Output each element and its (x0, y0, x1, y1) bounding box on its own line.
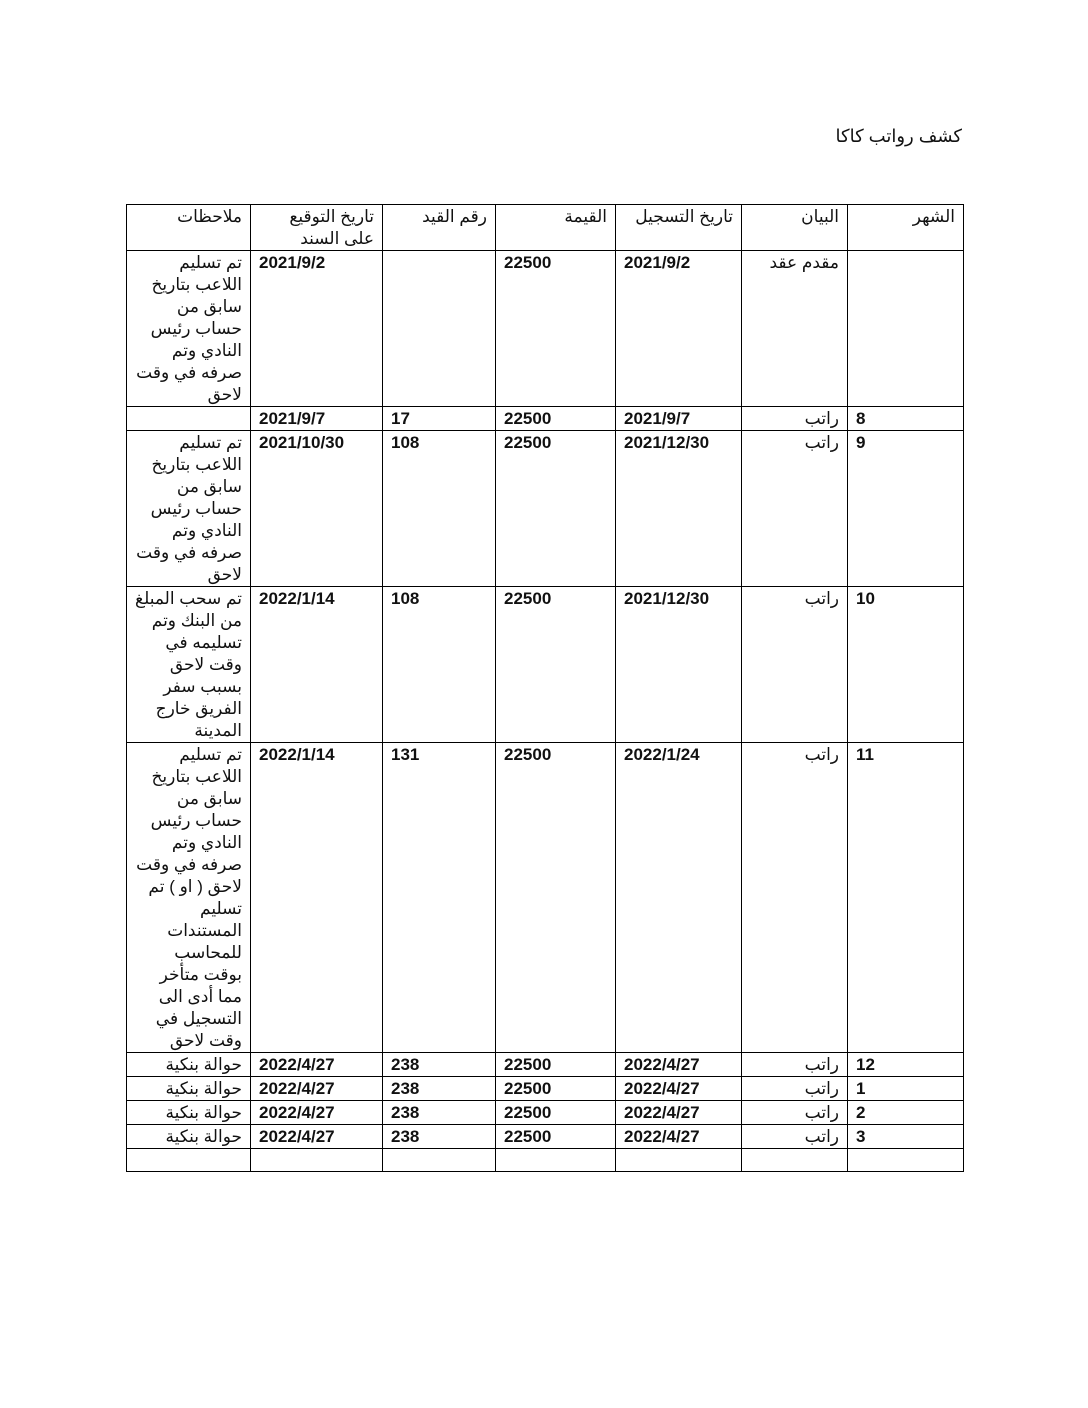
column-header-signing-date: تاريخ التوقيع على السند (251, 205, 383, 251)
entry-number-cell: 238 (383, 1053, 496, 1077)
empty-cell (616, 1149, 742, 1172)
statement-cell: راتب (742, 431, 848, 587)
header-row (127, 205, 964, 251)
amount-cell: 22500 (496, 1077, 616, 1101)
entry-number-cell: 131 (383, 743, 496, 1053)
column-header-statement: البيان (742, 205, 848, 251)
signing-date-cell: 2022/4/27 (251, 1125, 383, 1149)
notes-cell: تم تسليم اللاعب بتاريخ سابق من حساب رئيس النادي وتم صرفه في وقت لاحق (127, 431, 251, 587)
month-cell: 9 (848, 431, 964, 587)
notes-cell: حوالة بنكية (127, 1101, 251, 1125)
notes-cell: حوالة بنكية (127, 1053, 251, 1077)
signing-date-cell: 2022/1/14 (251, 587, 383, 743)
notes-cell (127, 407, 251, 431)
signing-date-cell: 2022/1/14 (251, 743, 383, 1053)
amount-cell: 22500 (496, 587, 616, 743)
amount-cell: 22500 (496, 1125, 616, 1149)
registration-date-cell: 2021/9/7 (616, 407, 742, 431)
signing-date-cell: 2021/9/2 (251, 251, 383, 407)
amount-cell: 22500 (496, 407, 616, 431)
empty-cell (127, 1149, 251, 1172)
statement-cell: راتب (742, 1053, 848, 1077)
registration-date-cell: 2021/9/2 (616, 251, 742, 407)
signing-date-cell: 2022/4/27 (251, 1101, 383, 1125)
empty-cell (383, 1149, 496, 1172)
entry-number-cell: 238 (383, 1077, 496, 1101)
registration-date-cell: 2022/4/27 (616, 1125, 742, 1149)
entry-number-cell: 17 (383, 407, 496, 431)
statement-cell: راتب (742, 1125, 848, 1149)
empty-row (127, 1149, 964, 1172)
notes-cell: تم سحب المبلغ من البنك وتم تسليمه في وقت لاحق بسبب سفر الفريق خارج المدينة (127, 587, 251, 743)
registration-date-cell: 2022/4/27 (616, 1077, 742, 1101)
entry-number-cell: 108 (383, 587, 496, 743)
month-cell: 11 (848, 743, 964, 1053)
statement-cell: راتب (742, 743, 848, 1053)
empty-cell (251, 1149, 383, 1172)
empty-cell (496, 1149, 616, 1172)
statement-cell: راتب (742, 1101, 848, 1125)
column-header-month: الشهر (848, 205, 964, 251)
registration-date-cell: 2022/4/27 (616, 1101, 742, 1125)
amount-cell: 22500 (496, 251, 616, 407)
table-row (127, 743, 964, 1053)
entry-number-cell (383, 251, 496, 407)
signing-date-cell: 2022/4/27 (251, 1053, 383, 1077)
amount-cell: 22500 (496, 743, 616, 1053)
table-row (127, 1053, 964, 1077)
month-cell: 12 (848, 1053, 964, 1077)
signing-date-cell: 2022/4/27 (251, 1077, 383, 1101)
empty-cell (848, 1149, 964, 1172)
table-row (127, 251, 964, 407)
statement-cell: راتب (742, 1077, 848, 1101)
table-row (127, 587, 964, 743)
table-row (127, 431, 964, 587)
month-cell: 8 (848, 407, 964, 431)
amount-cell: 22500 (496, 1053, 616, 1077)
month-cell: 1 (848, 1077, 964, 1101)
column-header-notes: ملاحظات (127, 205, 251, 251)
entry-number-cell: 238 (383, 1125, 496, 1149)
table-row (127, 407, 964, 431)
signing-date-cell: 2021/10/30 (251, 431, 383, 587)
amount-cell: 22500 (496, 431, 616, 587)
entry-number-cell: 238 (383, 1101, 496, 1125)
notes-cell: تم تسليم اللاعب بتاريخ سابق من حساب رئيس النادي وتم صرفه في وقت لاحق ( او ) تم تسليم المستندات للمحاسب بوقت متأخر مما أدى الى التسجيل في وقت لاحق (127, 743, 251, 1053)
salary-table (126, 204, 964, 1172)
table-row (127, 1125, 964, 1149)
month-cell: 2 (848, 1101, 964, 1125)
registration-date-cell: 2021/12/30 (616, 431, 742, 587)
notes-cell: تم تسليم اللاعب بتاريخ سابق من حساب رئيس النادي وتم صرفه في وقت لاحق (127, 251, 251, 407)
page-title: كشف رواتب كاكا (835, 126, 962, 146)
empty-cell (742, 1149, 848, 1172)
statement-cell: راتب (742, 587, 848, 743)
notes-cell: حوالة بنكية (127, 1077, 251, 1101)
registration-date-cell: 2022/4/27 (616, 1053, 742, 1077)
statement-cell: مقدم عقد (742, 251, 848, 407)
column-header-registration-date: تاريخ التسجيل (616, 205, 742, 251)
signing-date-cell: 2021/9/7 (251, 407, 383, 431)
table-row (127, 1077, 964, 1101)
month-cell: 10 (848, 587, 964, 743)
registration-date-cell: 2021/12/30 (616, 587, 742, 743)
notes-cell: حوالة بنكية (127, 1125, 251, 1149)
statement-cell: راتب (742, 407, 848, 431)
table-row (127, 1101, 964, 1125)
month-cell: 3 (848, 1125, 964, 1149)
column-header-entry-number: رقم القيد (383, 205, 496, 251)
column-header-amount: القيمة (496, 205, 616, 251)
month-cell (848, 251, 964, 407)
registration-date-cell: 2022/1/24 (616, 743, 742, 1053)
amount-cell: 22500 (496, 1101, 616, 1125)
entry-number-cell: 108 (383, 431, 496, 587)
